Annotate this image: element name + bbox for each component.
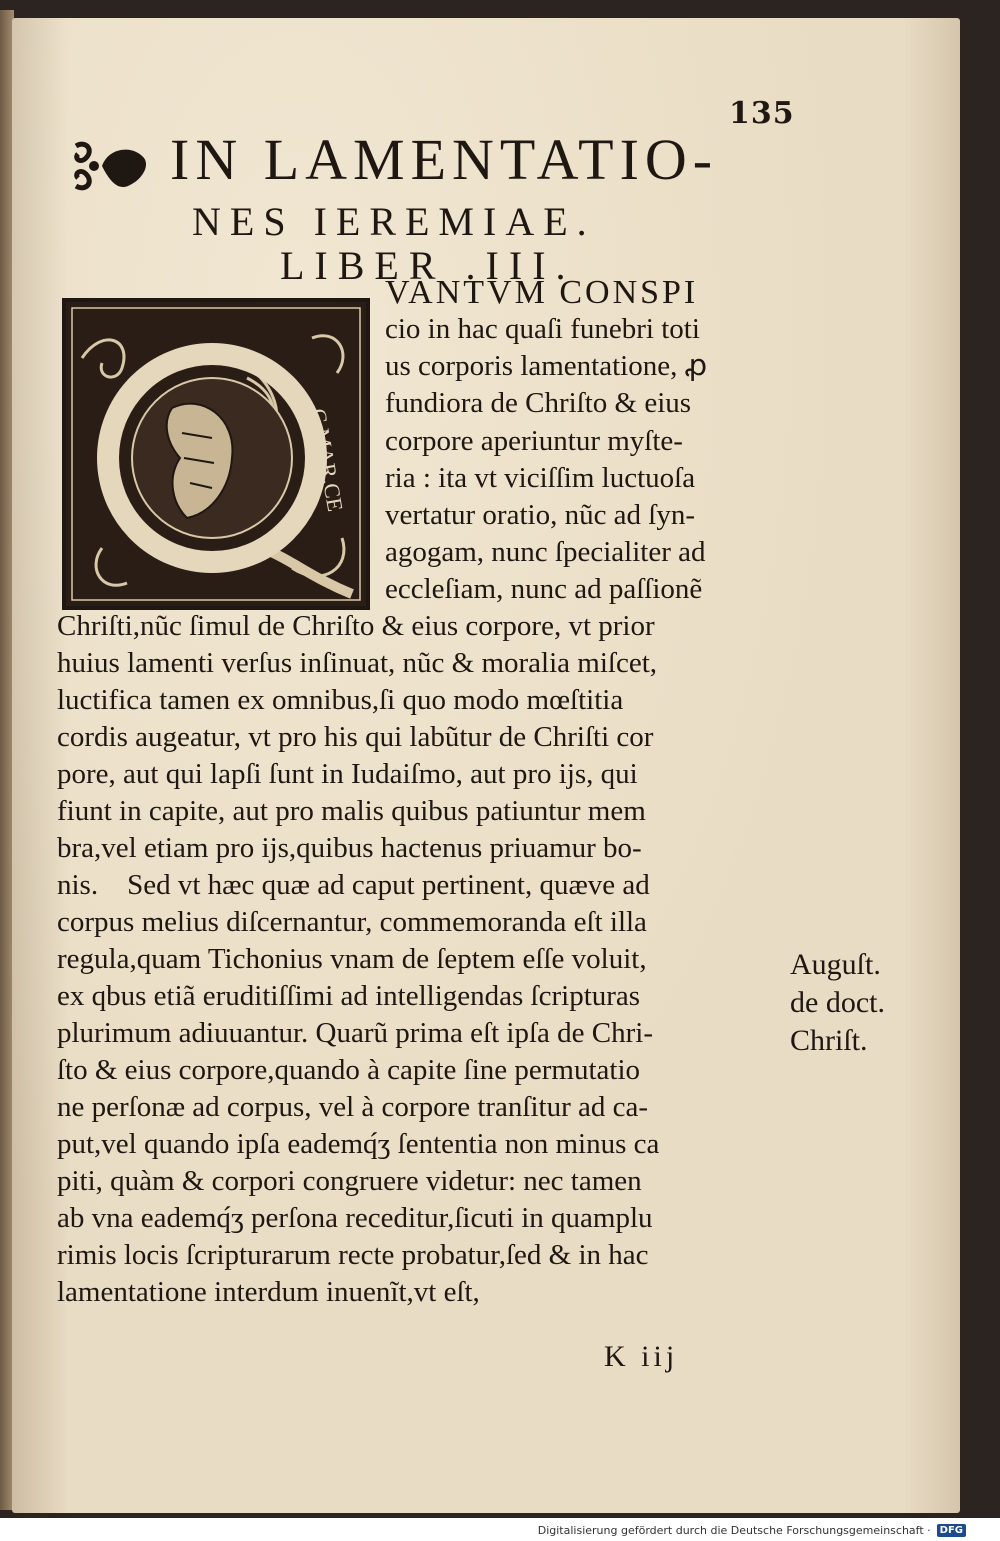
- text-line: rimis locis ſcripturarum recte probatur,ſed & in hac: [57, 1239, 649, 1271]
- footer-credit: [538, 1520, 966, 1540]
- text-line: bra,vel etiam pro ijs,quibus hactenus priuamur bo-: [57, 832, 642, 864]
- text-line: put,vel quando ipſa eademq́ʒ ſententia non minus ca: [57, 1128, 660, 1160]
- dfg-logo-icon: DFG: [937, 1524, 966, 1537]
- text-line: vertatur oratio, nũc ad ſyn-: [385, 499, 696, 531]
- text-line: luctifica tamen ex omnibus,ſi quo modo mœſtitia: [57, 684, 624, 716]
- text-line: pore, aut qui lapſi ſunt in Iudaiſmo, aut pro ijs, qui: [57, 758, 638, 790]
- text-line: regula,quam Tichonius vnam de ſeptem eſſe voluit,: [57, 943, 647, 975]
- text-line: eccleſiam, nunc ad paſſionẽ: [385, 573, 703, 605]
- text-line: corpus melius diſcernantur, commemoranda eſt illa: [57, 906, 647, 938]
- text-line: piti, quàm & corpori congruere videtur: nec tamen: [57, 1165, 642, 1197]
- book-heading: LIBER .III.: [280, 243, 576, 288]
- text-line: Chriſti,nũc ſimul de Chriſto & eius corpore, vt prior: [57, 610, 655, 642]
- title-line-2: NES IEREMIAE.: [192, 199, 596, 244]
- margin-note: Chriſt.: [790, 1024, 868, 1057]
- decorated-initial-q: [62, 298, 370, 610]
- margin-note: de doct.: [790, 986, 885, 1019]
- text-line: VANTVM CONSPI: [385, 274, 699, 311]
- text-line: ſto & eius corpore,quando à capite ſine permutatio: [57, 1054, 641, 1086]
- text-line: corpore aperiuntur myſte-: [385, 425, 683, 457]
- margin-note: Auguſt.: [790, 948, 881, 981]
- page-number: 135: [729, 96, 795, 131]
- initial-inscription: C.MAR.CE: [305, 406, 349, 514]
- text-line: fiunt in capite, aut pro malis quibus patiuntur mem: [57, 795, 646, 827]
- text-line: ab vna eademq́ʒ perſona receditur,ſicuti in quamplu: [57, 1202, 653, 1234]
- text-line: ne perſonæ ad corpus, vel à corpore tranſitur ad ca-: [57, 1091, 649, 1123]
- text-line: us corporis lamentatione, ꝓ: [385, 350, 708, 382]
- title-line-1: IN LAMENTATIO-: [170, 127, 719, 192]
- footer-text: Digitalisierung gefördert durch die Deutsche Forschungsgemeinschaft ·: [537, 1523, 931, 1537]
- text-line: fundiora de Chriſto & eius: [385, 387, 692, 419]
- text-line: agogam, nunc ſpecialiter ad: [385, 536, 706, 568]
- text-line: lamentatione interdum inuenĩt,vt eſt,: [57, 1276, 480, 1308]
- signature-mark: K iij: [604, 1340, 679, 1373]
- book-page: [12, 18, 960, 1513]
- text-line: ex qbus etiã eruditiſſimi ad intelligendas ſcripturas: [57, 980, 641, 1012]
- text-line: cordis augeatur, vt pro his qui labũtur de Chriſti cor: [57, 721, 654, 753]
- text-line: plurimum adiuuantur. Quarũ prima eſt ipſa de Chri-: [57, 1017, 653, 1049]
- text-line: huius lamenti verſus inſinuat, nũc & moralia miſcet,: [57, 647, 658, 679]
- text-line: nis. Sed vt hæc quæ ad caput pertinent, quæve ad: [57, 869, 650, 901]
- text-line: ria : ita vt viciſſim luctuoſa: [385, 462, 696, 494]
- text-line: cio in hac quaſi funebri toti: [385, 313, 700, 345]
- fleuron-ornament-icon: [72, 136, 150, 196]
